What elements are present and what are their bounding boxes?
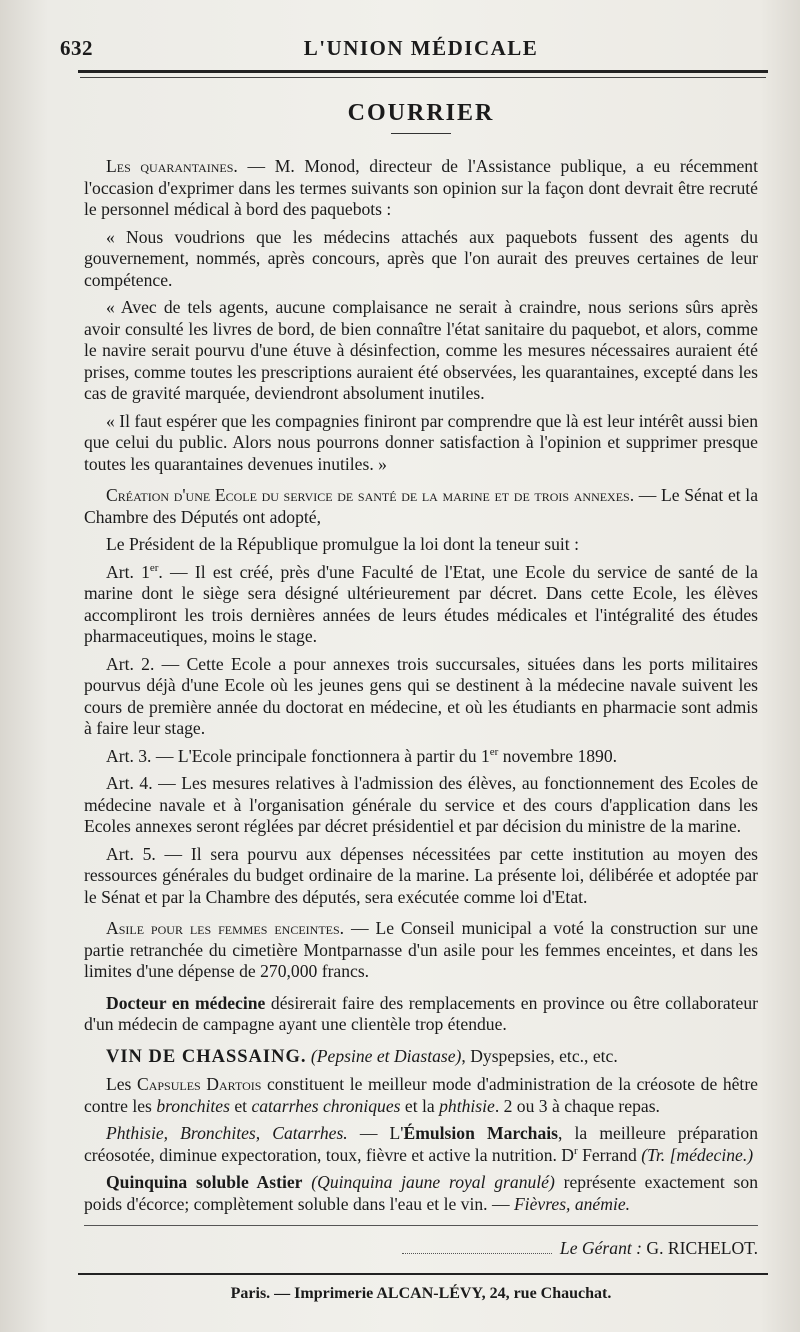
quarantines-paragraph: « Nous voudrions que les médecins attachés aux paquebots fussent des agents du gouvernement, nommés, après concours, après que l'on aurait des preuves certaines de leur compétence. bbox=[84, 226, 758, 290]
promulgation: Le Président de la République promulgue la loi dont la teneur suit : bbox=[106, 534, 579, 554]
quarantines-lead: Les quarantaines. bbox=[106, 156, 238, 176]
page-header bbox=[60, 30, 758, 66]
printer-imprint: Paris. — Imprimerie ALCAN-LÉVY, 24, rue Chauchat. bbox=[230, 1285, 612, 1302]
gerant-name: G. RICHELOT. bbox=[646, 1238, 758, 1258]
asile-notice: Asile pour les femmes enceintes. — Le Conseil municipal a voté la construction sur une partie retranchée du cimetière Montparnasse d'un asile pour les femmes enceintes, et dans les limites d'une dépense de 270,000 francs. bbox=[84, 918, 759, 981]
asile-lead: Asile pour les femmes enceintes. bbox=[106, 918, 345, 938]
article-1: Art. 1er. — Il est créé, près d'une Faculté de l'Etat, une Ecole du service de santé de la marine dont le siège sera désigné ultérieurement par décret. Dans cette Ecole, les élèves accompliront les trois dernières années de leurs études médicales et l'intégralité des études pharmaceutiques, moins le stage. bbox=[84, 561, 758, 646]
gerant-label: Le Gérant : bbox=[559, 1238, 643, 1258]
capsules-ad: Les Capsules Dartois constituent le meilleur mode d'administration de la créosote de hêtre contre les bronchites et catarrhes chroniques et la phthisie. 2 ou 3 à chaque repas. bbox=[84, 1074, 758, 1116]
ecole-lead: Création d'une Ecole du service de santé de la marine et de trois annexes. bbox=[106, 485, 635, 505]
section-title: COURRIER bbox=[347, 100, 495, 126]
emulsion-ad: Phthisie, Bronchites, Catarrhes. — L'Émulsion Marchais, la meilleure préparation créosotée, diminue expectoration, toux, fièvre et active la nutrition. $D^r$ Ferrand (Tr. [médecine.) bbox=[84, 1123, 758, 1165]
header-rule bbox=[78, 70, 768, 73]
article-3: Art. 3. — L'Ecole principale fonctionnera à partir du 1er novembre 1890. bbox=[106, 745, 618, 766]
footer-separator bbox=[84, 1225, 758, 1226]
signature-dots bbox=[402, 1241, 552, 1254]
quarantines-intro: Les quarantaines. — M. Monod, directeur de l'Assistance publique, a eu récemment l'occasion d'exprimer dans les termes suivants son opinion sur la façon dont devrait être recruté le personnel médical à bord des paquebots : bbox=[84, 156, 758, 219]
vin-ad: VIN DE CHASSAING. (Pepsine et Diastase), Dyspepsies, etc., etc. bbox=[106, 1045, 618, 1067]
article-2: Art. 2. — Cette Ecole a pour annexes trois succursales, situées dans les ports militaires pourvus déjà d'une Ecole où les jeunes gens qui se destinent à la médecine navale suivent les cours de première année du doctorat en médecine, et où les étudiants en pharmacie sont admis à faire leur stage. bbox=[84, 653, 758, 738]
ecole-intro: Création d'une Ecole du service de santé de la marine et de trois annexes. — Le Sénat et la Chambre des Députés ont adopté, bbox=[84, 485, 759, 527]
quarantines-paragraph: « Il faut espérer que les compagnies finiront par comprendre que là est leur intérêt aussi bien que celui du public. Alors nous pourrons donner satisfaction à l'opinion et supprimer presque toutes les quarantaines devenues inutiles. » bbox=[84, 410, 758, 474]
section-title-underline bbox=[391, 133, 451, 134]
quarantines-paragraph: « Avec de tels agents, aucune complaisance ne serait à craindre, nous serions sûrs après avoir consulté les livres de bord, de bien connaître l'état sanitaire du paquebot, et alors, comme le navire serait pourvu d'une étuve à désinfection, comme les mesures nécessaires auraient été prises, comme toutes les prescriptions auraient été observées, les quarantaines, excepté dans les cas de gravité marquée, deviendront absolument inutiles. bbox=[84, 297, 758, 403]
docteur-notice: Docteur en médecine désirerait faire des remplacements en province ou être collaborateur d'un médecin de campagne ayant une clientèle trop étendue. bbox=[84, 992, 758, 1034]
article-4: Art. 4. — Les mesures relatives à l'admission des élèves, au fonctionnement des Ecoles de médecine navale et à l'organisation générale du service et des cours d'application dans les Ecoles annexes seront réglées par décret présidentiel et par décision du ministre de la marine. bbox=[84, 773, 758, 836]
signature bbox=[84, 1238, 758, 1259]
running-title: L'UNION MÉDICALE bbox=[303, 36, 539, 60]
printer-rule bbox=[78, 1273, 768, 1275]
header-rule-thin bbox=[80, 77, 766, 78]
quinquina-ad: Quinquina soluble Astier (Quinquina jaune royal granulé) représente exactement son poids d'écorce; complètement soluble dans l'eau et le vin. — Fièvres, anémie. bbox=[84, 1172, 758, 1214]
page-number: 632 bbox=[60, 36, 93, 60]
article-5: Art. 5. — Il sera pourvu aux dépenses nécessitées par cette institution au moyen des ressources générales du budget ordinaire de la marine. La présente loi, délibérée et adoptée par le Sénat et par la Chambre des députés, sera exécutée comme loi d'Etat. bbox=[84, 843, 758, 907]
